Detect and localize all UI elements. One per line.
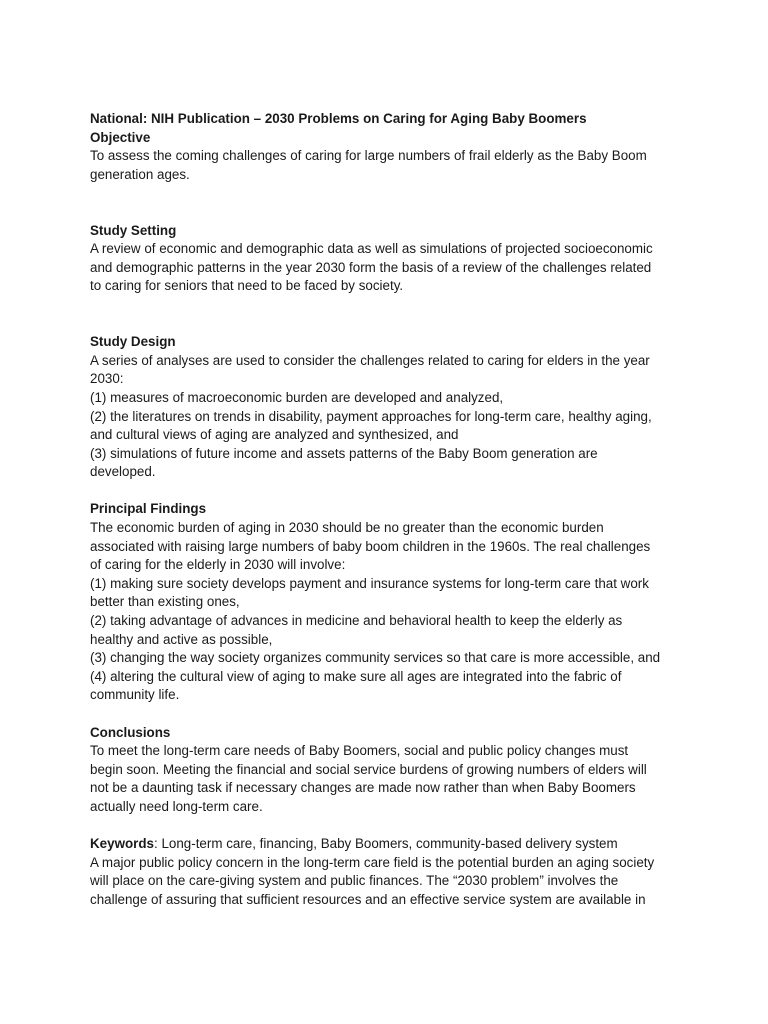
document-title: National: NIH Publication – 2030 Problems on Caring for Aging Baby Boomers <box>90 111 587 126</box>
document-page <box>90 110 690 910</box>
study-design-heading: Study Design <box>90 334 176 350</box>
keywords-line <box>90 835 690 854</box>
study-design-line: (2) the literatures on trends in disability, payment approaches for long-term care, healthy aging, <box>90 408 652 424</box>
study-setting-line: A review of economic and demographic data as well as simulations of projected socioeconomic <box>90 241 653 257</box>
principal-findings-line: (4) altering the cultural view of aging to make sure all ages are integrated into the fabric of <box>90 668 622 684</box>
objective-line: To assess the coming challenges of caring for large numbers of frail elderly as the Baby Boom <box>90 148 647 164</box>
principal-findings-line: associated with raising large numbers of baby boom children in the 1960s. The real challenges <box>90 538 651 554</box>
study-design-line: developed. <box>90 464 156 480</box>
conclusions-line: not be a daunting task if necessary changes are made now rather than when Baby Boomers <box>90 780 636 796</box>
principal-findings-heading: Principal Findings <box>90 501 207 517</box>
keywords-text: : Long-term care, financing, Baby Boomers, community-based delivery system <box>154 836 618 852</box>
study-design-line: 2030: <box>90 371 124 387</box>
study-design-line: (3) simulations of future income and assets patterns of the Baby Boom generation are <box>90 445 598 461</box>
principal-findings-line: (2) taking advantage of advances in medicine and behavioral health to keep the elderly as <box>90 613 623 629</box>
intro-line: challenge of assuring that sufficient resources and an effective service system are available in <box>90 891 646 907</box>
study-design-line: A series of analyses are used to consider the challenges related to caring for elders in the year <box>90 352 650 368</box>
intro-line: will place on the care-giving system and public finances. The “2030 problem” involves the <box>90 873 619 889</box>
conclusions-line: actually need long-term care. <box>90 798 263 814</box>
keywords-label: Keywords <box>90 836 154 852</box>
principal-findings-line: The economic burden of aging in 2030 should be no greater than the economic burden <box>90 520 604 536</box>
principal-findings-line: better than existing ones, <box>90 594 240 610</box>
principal-findings-line: (1) making sure society develops payment and insurance systems for long-term care that work <box>90 575 649 591</box>
principal-findings-line: of caring for the elderly in 2030 will involve: <box>90 557 346 573</box>
principal-findings-line: healthy and active as possible, <box>90 631 273 647</box>
objective-heading: Objective <box>90 129 151 145</box>
study-design-line: (1) measures of macroeconomic burden are developed and analyzed, <box>90 389 504 405</box>
study-setting-heading: Study Setting <box>90 222 177 238</box>
principal-findings-line: community life. <box>90 687 180 703</box>
conclusions-line: To meet the long-term care needs of Baby Boomers, social and public policy changes must <box>90 743 629 759</box>
conclusions-heading: Conclusions <box>90 724 171 740</box>
objective-line: generation ages. <box>90 166 190 182</box>
study-setting-line: to caring for seniors that need to be faced by society. <box>90 278 404 294</box>
intro-line: A major public policy concern in the long-term care field is the potential burden an aging society <box>90 854 655 870</box>
study-design-line: and cultural views of aging are analyzed and synthesized, and <box>90 427 459 443</box>
principal-findings-line: (3) changing the way society organizes community services so that care is more accessible, and <box>90 650 661 666</box>
conclusions-line: begin soon. Meeting the financial and social service burdens of growing numbers of elders will <box>90 761 647 777</box>
study-setting-line: and demographic patterns in the year 2030 form the basis of a review of the challenges related <box>90 259 652 275</box>
